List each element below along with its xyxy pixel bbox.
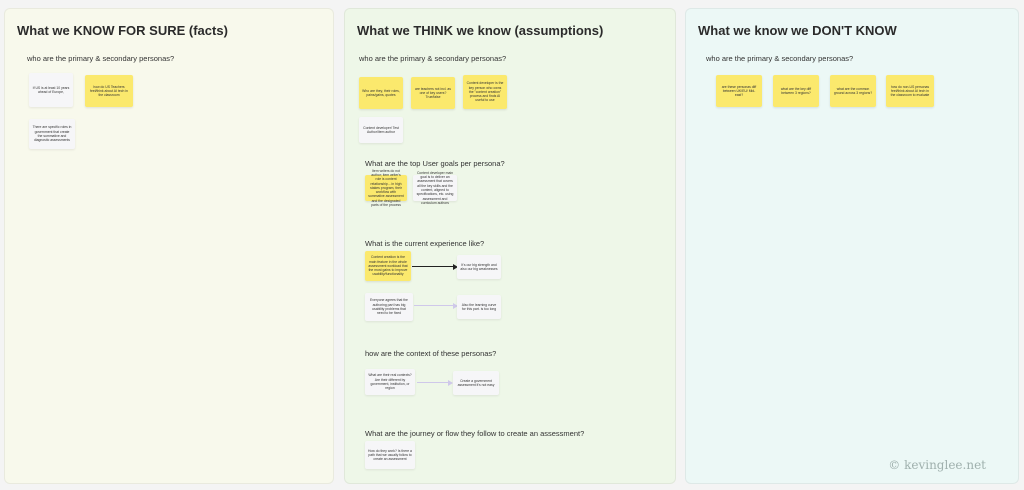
sticky-note[interactable]: Everyone agrees that the authoring part has big usability problems that need to be fixed xyxy=(365,293,413,321)
sticky-note[interactable]: It's our big strength and also our big weaknesses xyxy=(457,255,501,279)
assumptions-question-personas: who are the primary & secondary personas? xyxy=(359,54,507,63)
sticky-note[interactable]: Content creation is the main feature in the whole assessment workload that the most gains to improve usability/functionality xyxy=(365,251,411,281)
assumptions-question-goals: What are the top User goals per persona? xyxy=(365,159,505,168)
sticky-note[interactable]: Item writers do not author; item writer's role is content relationship... in high stakes program, their workflow with summative assessment and the designated parts of the process xyxy=(365,175,407,201)
assumptions-question-journey: What are the journey or flow they follow to create an assessment? xyxy=(365,429,585,438)
sticky-note[interactable]: Who are they, their roles, pains/gains, quotes xyxy=(359,77,403,109)
sticky-note[interactable]: There are specific roles in government that create the summative and diagnostic assessments xyxy=(29,119,75,149)
assumptions-question-context: how are the context of these personas? xyxy=(365,349,497,358)
sticky-note[interactable]: what are the common ground across 3 regions? xyxy=(830,75,876,107)
sticky-note[interactable]: Content developer is the key person who owns the "content creation" process and finds AI useful to use xyxy=(463,75,507,109)
unknowns-column[interactable] xyxy=(685,8,1019,484)
sticky-note[interactable]: are teachers not incl. as one of key users? True/false xyxy=(411,77,455,109)
facts-question-personas: who are the primary & secondary personas? xyxy=(27,54,175,63)
assumptions-column[interactable] xyxy=(344,8,676,484)
arrow-connector xyxy=(412,266,456,267)
arrow-connector xyxy=(414,305,456,306)
sticky-note[interactable]: how do non-US personas feel/think about AI tech in the classroom to evaluate xyxy=(886,75,934,107)
unknowns-column-title: What we know we DON'T KNOW xyxy=(698,23,897,38)
assumptions-question-experience: What is the current experience like? xyxy=(365,239,485,248)
sticky-note[interactable]: How do they work? Is there a path that we usually follow to create an assessment xyxy=(365,441,415,469)
facts-column-title: What we KNOW FOR SURE (facts) xyxy=(17,23,228,38)
sticky-note[interactable]: Create a government assessment it's not easy xyxy=(453,371,499,395)
sticky-note[interactable]: Content developer/ Test Author/Item author xyxy=(359,117,403,143)
watermark-text: © kevinglee.net xyxy=(888,458,986,472)
sticky-note[interactable]: What are their real contexts? Are their different by government, institution, or region xyxy=(365,369,415,395)
unknowns-question-personas: who are the primary & secondary personas? xyxy=(706,54,854,63)
facts-column[interactable] xyxy=(4,8,334,484)
sticky-note[interactable]: Also the learning curve for this part. is too long xyxy=(457,295,501,319)
sticky-note[interactable]: If US is at least 10 years ahead of Europe, xyxy=(29,73,73,107)
sticky-note[interactable]: Content developer main goal is to deliver an assessment that covers all the key skills and the content, aligned to specifications, etc. using assessment and curriculum authors xyxy=(413,175,457,201)
sticky-note[interactable]: what are the key diff between 3 regions? xyxy=(773,75,819,107)
arrow-connector xyxy=(417,382,451,383)
assumptions-column-title: What we THINK we know (assumptions) xyxy=(357,23,604,38)
sticky-note[interactable]: are these personas diff between UK/EU/ Mid-east? xyxy=(716,75,762,107)
sticky-note[interactable]: how do US Teachers feel/think about AI tech in the classroom xyxy=(85,75,133,107)
